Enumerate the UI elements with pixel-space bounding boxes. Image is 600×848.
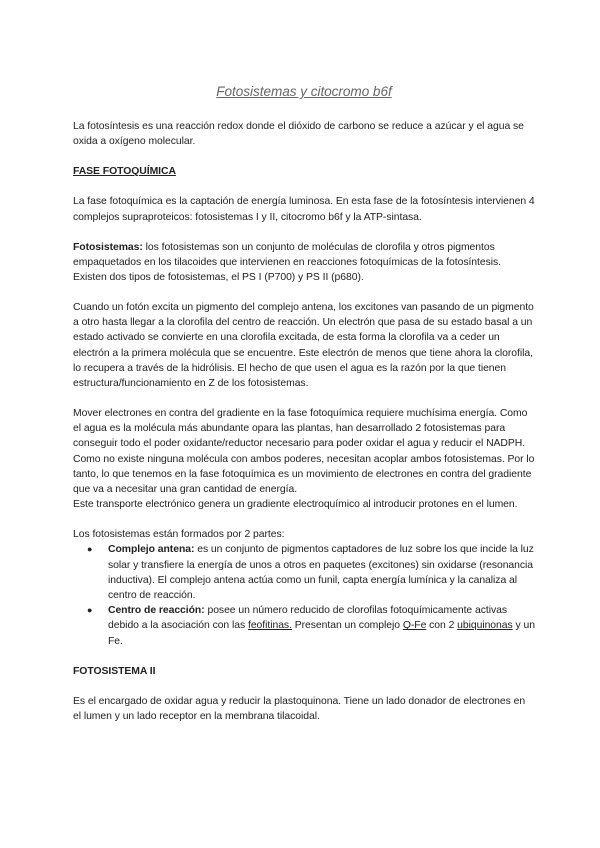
fotosistemas-types: Existen dos tipos de fotosistemas, el PS I (P700) y PS II (p680). [73,272,364,284]
fase-fotoquimica-paragraph: La fase fotoquímica es la captación de energía luminosa. En esta fase de la fotosíntesis intervienen 4 complejos supraproteicos: fotosistemas I y II, citocromo b6f y la ATP-sintasa. [73,196,535,223]
parts-intro: Los fotosistemas están formados por 2 partes: [73,529,285,541]
photon-excitation-paragraph: Cuando un fotón excita un pigmento del complejo antena, los excitones van pasando de un pigmento a otro hasta llegar a la clorofila del centro de reacción. Un electrón que pasa de su estado basal a un estado activado se convierte en una clorofila excitada, de esta forma la clorofila va a ceder un electrón a la primera molécula que se encuentre. Este electrón de menos que tiene ahora la clorofila, lo recupera a través de la hidrólisis. El hecho de que usen el agua es la razón por la que tienen estructura/funcionamiento en Z de los fotosistemas. [73,302,534,390]
centro-reaccion-text: posee un número reducido de clorofilas fotoquímicamente activas debido a la asociación con las [108,605,507,632]
electron-gradient-paragraph: Mover electrones en contra del gradiente en la fase fotoquímica requiere muchísima energía. Como el agua es la molécula más abundante opara las plantas, han desarrollado 2 fotosistemas para conseguir todo el poder oxidante/reductor necesario para poder oxidar el agua y reducir el NADPH. Como no existe ninguna molécula con ambos poderes, necesitan acoplar ambos fotosistemas. Por lo tanto, lo que tenemos en la fase fotoquímica es un movimiento de electrones en contra del gradiente que va a necesitar una gran cantidad de energía. [73,408,535,496]
fotosistemas-definition-text: los fotosistemas son un conjunto de moléculas de clorofila y otros pigmentos empaquetados en los tilacoides que intervienen en reacciones fotoquímicas de la fotosíntesis. [73,241,501,268]
section-heading-fotosistema-ii: FOTOSISTEMA II [73,665,156,677]
parts-list [73,542,535,648]
centro-reaccion-text-d: y un Fe. [108,620,535,647]
fotosistemas-definition [73,240,535,270]
bullet-icon: ● [87,605,93,616]
electron-transport-sentence: Este transporte electrónico genera un gradiente electroquímico al introducir protones en el lumen. [73,499,518,511]
complejo-antena-term: Complejo antena: [108,544,195,556]
document-title: Fotosistemas y citocromo b6f [216,84,392,99]
list-item-centro-reaccion [73,603,535,649]
bullet-icon: ● [87,544,93,555]
section-heading-fase-fotoquimica: FASE FOTOQUÍMICA [73,166,176,178]
document-body [73,84,535,724]
centro-reaccion-text-b: Presentan un complejo [291,620,403,632]
centro-reaccion-term: Centro de reacción: [108,605,205,617]
list-item-complejo-antena [73,542,535,603]
fotosistemas-term: Fotosistemas: [73,241,143,253]
feofitinas-link[interactable]: feofitinas. [247,620,292,632]
fotosistema-ii-paragraph: Es el encargado de oxidar agua y reducir la plastoquinona. Tiene un lado donador de electrones en el lumen y un lado receptor en la membrana tilacoidal. [73,696,526,723]
intro-paragraph: La fotosíntesis es una reacción redox donde el dióxido de carbono se reduce a azúcar y el agua se oxida a oxígeno molecular. [73,121,524,148]
ubiquinonas-link[interactable]: ubiquinonas [457,620,513,632]
q-fe-link[interactable]: Q-Fe [402,620,427,632]
centro-reaccion-text-c: con 2 [426,620,458,632]
complejo-antena-text: es un conjunto de pigmentos captadores de luz sobre los que incide la luz solar y transfiere la energía de unos a otros en paquetes (excitones) sin oxidarse (resonancia inductiva). El complejo antena actúa como un funil, capta energía lumínica y la canaliza al centro de reacción. [108,544,534,602]
